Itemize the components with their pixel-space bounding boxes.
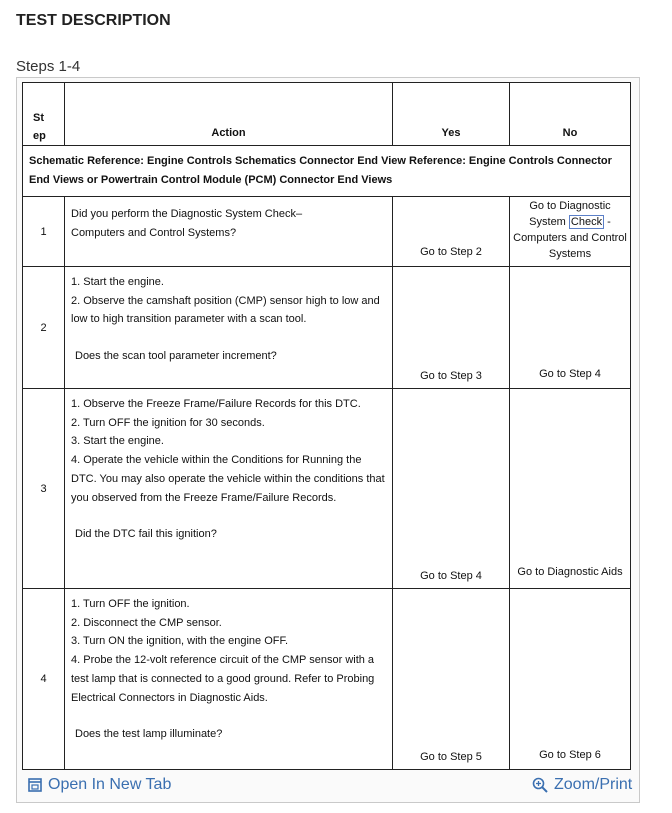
step-number: 1 bbox=[23, 197, 65, 267]
no-cell: Go to Step 4 bbox=[510, 267, 631, 389]
action-item: 4. Probe the 12-volt reference circuit of the CMP sensor with a test lamp that is connected to a good ground. Refer to Probing Electrical Connectors in Diagnostic Aids. bbox=[71, 654, 375, 704]
action-list bbox=[71, 395, 386, 507]
step-number: 3 bbox=[23, 389, 65, 589]
zoom-icon bbox=[532, 777, 548, 793]
action-item: 2. Turn OFF the ignition for 30 seconds. bbox=[71, 416, 265, 429]
reference-row bbox=[23, 146, 631, 197]
open-in-new-tab-label[interactable]: Open In New Tab bbox=[48, 776, 172, 793]
action-item: 1. Turn OFF the ignition. bbox=[71, 598, 190, 610]
no-cell: Go to Step 6 bbox=[510, 589, 631, 770]
table-row bbox=[23, 267, 631, 389]
open-in-new-tab-icon bbox=[28, 778, 42, 792]
action-item: 1. Observe the Freeze Frame/Failure Records for this DTC. bbox=[71, 398, 361, 410]
action-question: Does the scan tool parameter increment? bbox=[75, 350, 277, 363]
header-yes: Yes bbox=[393, 83, 510, 146]
zoom-print-label[interactable]: Zoom/Print bbox=[554, 776, 633, 793]
action-list bbox=[71, 595, 386, 707]
steps-label: Steps 1-4 bbox=[16, 58, 81, 75]
header-no: No bbox=[510, 83, 631, 146]
highlighted-term: Check bbox=[570, 215, 603, 228]
table-row bbox=[23, 589, 631, 770]
step-number: 2 bbox=[23, 267, 65, 389]
no-cell: Go to Diagnostic Aids bbox=[510, 389, 631, 589]
action-line: Computers and Control Systems? bbox=[71, 226, 237, 239]
yes-cell: Go to Step 5 bbox=[393, 589, 510, 770]
action-question: Does the test lamp illuminate? bbox=[75, 728, 223, 741]
yes-cell: Go to Step 3 bbox=[393, 267, 510, 389]
action-cell bbox=[65, 197, 393, 267]
action-item: 3. Start the engine. bbox=[71, 435, 164, 448]
action-cell bbox=[65, 589, 393, 770]
action-item: 2. Observe the camshaft position (CMP) sensor high to low and low to high transition parameter with a scan tool. bbox=[71, 294, 380, 326]
schematic-reference: Schematic Reference: Engine Controls Schematics Connector End View Reference: Engine Controls Connector End Views or Powertrain Control Module (PCM) Connector End Views bbox=[23, 146, 631, 197]
header-step: St ep bbox=[23, 83, 65, 146]
action-item: 1. Start the engine. bbox=[71, 276, 164, 288]
header-action: Action bbox=[65, 83, 393, 146]
action-cell bbox=[65, 267, 393, 389]
action-list bbox=[71, 273, 386, 329]
action-question: Did the DTC fail this ignition? bbox=[75, 528, 217, 541]
table-header-row bbox=[23, 83, 631, 146]
table-row bbox=[23, 197, 631, 267]
step-number: 4 bbox=[23, 589, 65, 770]
action-item: 3. Turn ON the ignition, with the engine OFF. bbox=[71, 635, 289, 648]
action-item: 4. Operate the vehicle within the Conditions for Running the DTC. You may also operate the vehicle within the conditions that you observed from the Freeze Frame/Failure Records. bbox=[71, 454, 385, 504]
page-title: TEST DESCRIPTION bbox=[16, 12, 171, 29]
table-row bbox=[23, 389, 631, 589]
action-line: Did you perform the Diagnostic System Check– bbox=[71, 208, 303, 220]
test-description-table bbox=[22, 82, 631, 770]
zoom-print-link[interactable] bbox=[532, 776, 632, 794]
action-cell bbox=[65, 389, 393, 589]
open-in-new-tab-link[interactable] bbox=[28, 776, 171, 794]
yes-cell: Go to Step 2 bbox=[393, 197, 510, 267]
yes-cell: Go to Step 4 bbox=[393, 389, 510, 589]
action-item: 2. Disconnect the CMP sensor. bbox=[71, 616, 222, 629]
no-cell: Go to Diagnostic System Check - Computers and Control Systems bbox=[510, 197, 631, 267]
